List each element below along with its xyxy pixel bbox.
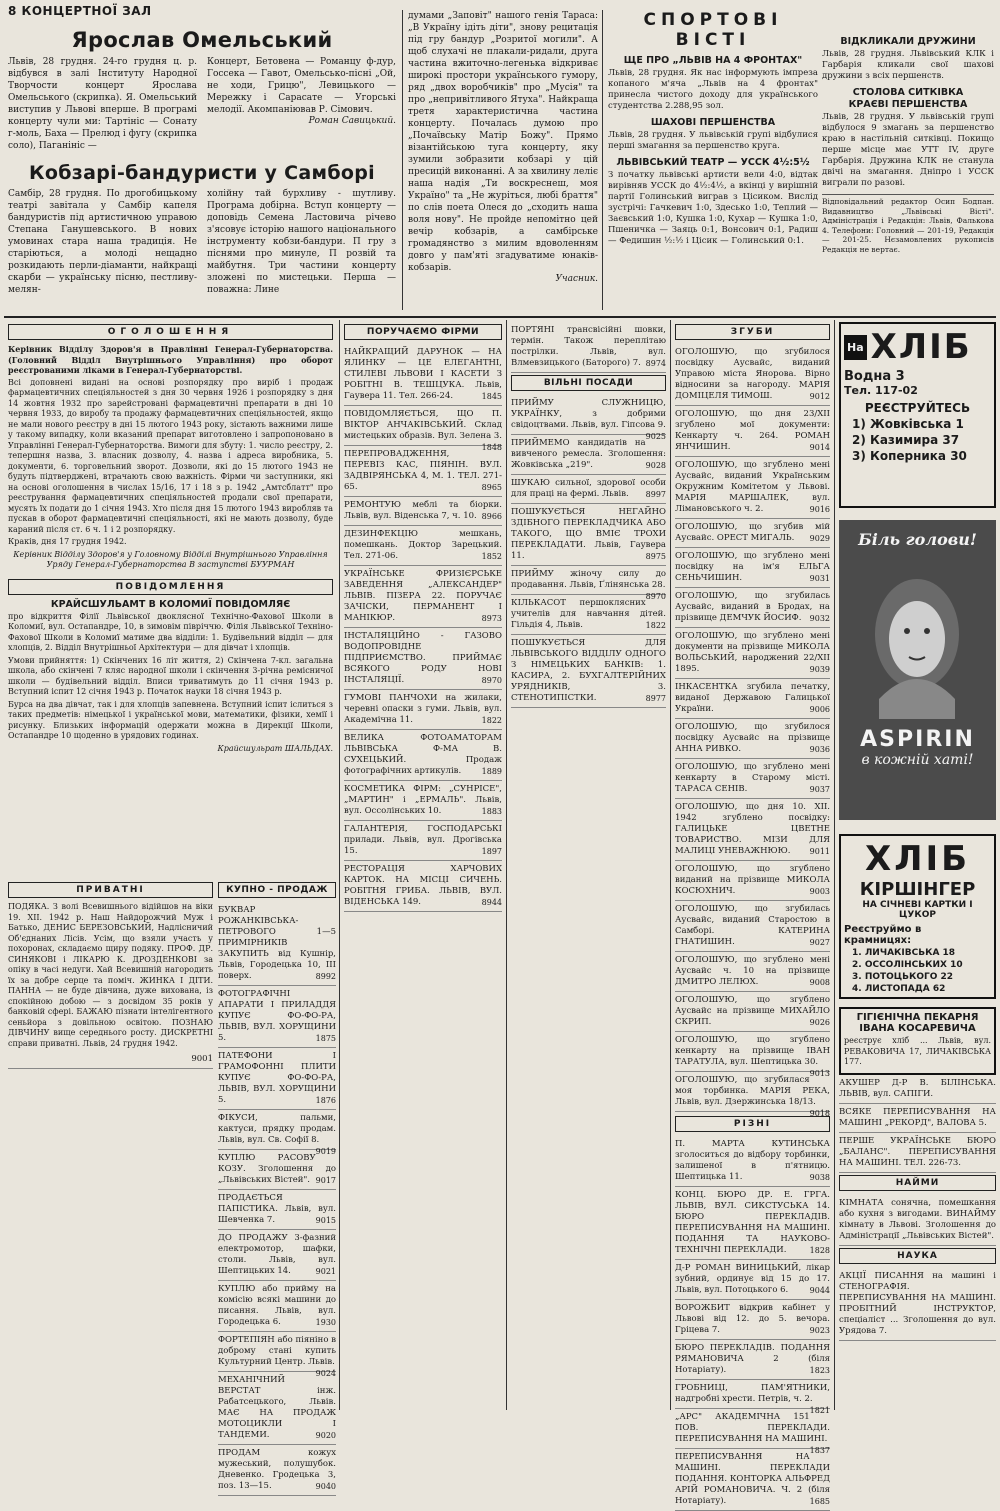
- loss-notice-number: 9012: [809, 392, 830, 401]
- buy-sell-ad: [218, 986, 336, 1048]
- misc-ad-text: ГРОБНИЦІ, ПАМ'ЯТНИКИ, надгробні хрести. Петрів, ч. 2.: [675, 1383, 830, 1404]
- loss-notice-number: 9027: [809, 938, 830, 947]
- firm-ad: [344, 497, 502, 526]
- buy-sell-ad-text: ФОРТЕПІЯН або піяніно в доброму стані купить Культурний Центр. Львів.: [218, 1335, 336, 1367]
- khlib-phone: Тел. 117-02: [844, 384, 918, 397]
- firm-ad-number: 1883: [481, 807, 502, 816]
- bliuro-ad: ПЕРШЕ УКРАЇНСЬКЕ БЮРО „БАЛАНС". ПЕРЕПИСУВАННЯ НА МАШИНІ. ТЕЛ. 226-73.: [839, 1133, 996, 1173]
- buy-sell-ad-text: ПАТЕФОНИ І ГРАМОФОННІ ПЛИТИ КУПУЄ ФО-ФО-РА, ЛЬВІВ, ВУЛ. ХОРУЩИНИ 5.: [218, 1051, 336, 1105]
- nauka-text: АКЦІЇ ПИСАННЯ на машині і СТЕНОГРАФІЯ. ПЕРЕПИСУВАННЯ НА МАШИНІ. ПРОБІТНИЙ ІНСТРУКТОР, спеціаліст ... Зголошення до вул. Урядова 7.: [839, 1268, 996, 1341]
- firm-ad: [344, 690, 502, 730]
- column-vacancies: [511, 322, 666, 1407]
- povidomlennia-p3: Бурса на два дівчат, так і для хлопців запевнена. Вступний іспит іслиться з таких предметів: німецької і української мови, математики, фізики, хемії і рисунку. Близьких інформацій одержати можна в Дирекції Школи, Остапандре 10 щоденно в урядових годинах.: [8, 699, 333, 740]
- buy-sell-ad-number: 9017: [315, 1176, 336, 1185]
- woman-portrait-illustration: [839, 549, 996, 719]
- ogoloshennia-lead: Керівник Відділу Здоров'я в Правлінні Генерал-Губернаторства. (Головний Відділ Внутрішнього Управління) про оборот реєстрованими ліками в Генерал-Губернаторстві.: [8, 344, 333, 375]
- loss-notice-number: 9029: [809, 534, 830, 543]
- kirsh-3: 3. ПОТОЦЬКОГО 22: [852, 972, 954, 982]
- povidomlennia-header: ПОВІДОМЛЕННЯ: [8, 579, 333, 595]
- aspirin-headline: Біль голови!: [858, 530, 977, 549]
- ogoloshennia-sign: Керівник Відділу Здоров'я у Головному Відділі Внутрішнього Управління Уряду Генерал-Губернаторства В заступстві БУУРМАН: [13, 549, 328, 569]
- misc-ad: [675, 1409, 830, 1455]
- sport-column-2: [822, 36, 994, 310]
- loss-notice-number: 9006: [809, 705, 830, 714]
- loss-notice-number: 9013: [809, 1069, 830, 1078]
- firm-ad-text: ІНСТАЛЯЦІЙНО - ГАЗОВО ВОДОПРОВІДНЕ ПІДПРИЄМСТВО. ПРИЙМАЄ ВСЯКОГО РОДУ НОВІ ІНСТАЛЯЦІЇ.: [344, 631, 502, 685]
- buy-sell-ad-number: 9024: [315, 1369, 336, 1378]
- misc-ad-text: БЮРО ПЕРЕКЛАДІВ. ПОДАННЯ РЯМАНОВИЧА 2 (біля Нотаріату).: [675, 1343, 830, 1375]
- page-header: 8 КОНЦЕРТНОЇ ЗАЛ: [8, 4, 152, 18]
- vacancy-ad-number: 1822: [645, 621, 666, 630]
- vacancy-ad: [511, 435, 666, 475]
- buy-sell-ad: [218, 1332, 336, 1378]
- misc-ad: [675, 1136, 830, 1187]
- loss-notice: [675, 719, 830, 759]
- sport-p2: Львів, 28 грудня. У львівській групі відбулися перші змагання за першенство круга.: [608, 130, 818, 151]
- vacancy-ad: [511, 475, 666, 504]
- buy-sell-ad: [218, 1110, 336, 1156]
- firm-ad-text: РЕМОНТУЮ меблі та біорки. Львів, вул. Віденська 7, ч. 10.: [344, 500, 502, 521]
- loss-notice-number: 9031: [809, 574, 830, 583]
- firm-ad-text: ГУМОВІ ПАНЧОХИ на жилаки, черевні опаски з гуми. Львів, вул. Академічна 11.: [344, 693, 502, 725]
- firm-ad-number: 1889: [481, 767, 502, 776]
- loss-notice-number: 9011: [809, 847, 830, 856]
- column-buy-sell: [218, 880, 336, 1491]
- kobzari-p3: думами „Заповіт" нашого генія Тараса: „В Україну ідіть діти", знову рецитація під гру бандур „Розритої могили". А щоб слухачі не плакали-ридали, друга частина вжиточно-легенька відкриває широкі простори українського гумору, ряд „двох воробчиків" про „Мусія" та про „непривітливого Ятуха". Найкраща третя характеристична частина концерту. Почалась думою про „Почаївську Матір Божу". Прямо візантійською туга концерту, яку зумили зобразити кобзарі у цій пресицій виконанні. А за хвилину леліє наша надія „Ти воскреснеш, моя Україно" та „Не журіться, любі браття" по слів поета Олеся до „сходить наша воля нову". Не пройде непомітно цей вечір кобзарів, а самбірське громадянство з милим вдоволенням довго у пам'яті згадуватиме юнаків-кобзарів.: [408, 11, 598, 273]
- vacancy-ad-number: 8975: [645, 552, 666, 561]
- khlib-ad: [839, 322, 996, 508]
- vacancy-ad: [511, 504, 666, 566]
- loss-notice: [675, 992, 830, 1032]
- loss-notice-text: ОГОЛОШУЮ, що згублено мені кенкарту в Старому місті. ТАРАСА СЕНІВ.: [675, 762, 830, 794]
- loss-notice-text: ОГОЛОШУЮ, що згубилася моя торбинка. МАРІЯ РЕКА, Львів, вул. Дзержинська 18/13.: [675, 1075, 830, 1107]
- misc-ad-text: „АРС" АКАДЕМІЧНА 151 ПОВ. ПЕРЕКЛАДИ. ПЕРЕПИСУВАННЯ НА МАШИНІ.: [675, 1412, 830, 1444]
- loss-notice: [675, 628, 830, 679]
- sport-h5: СТОЛОВА СИТКІВКА: [852, 87, 964, 98]
- sport-h2: ШАХОВІ ПЕРШЕНСТВА: [650, 117, 776, 128]
- loss-notice: [675, 901, 830, 952]
- pryvatni-text: ПОДЯКА. З волі Всевишнього відійшов на віки 19. XII. 1942 р. Наш Найдорожчий Муж і Батько, ДЕНИС БЕРЕЗОВСЬКИЙ, Надлісничий Об'єднаних Лісів. Усім, що взяли участь у похоронах, складаємо щиру подяку. ПРОФ. ДР. СИНЯКОВІ і ЛІКАРЮ К. ДРОЗДЕНКОВІ за опіку в часі недуги. Хай Всевишній нагородить їх за добре серце та поміч. ЖИНКА І ДІТИ. ПАННА — не буде дівчина, дуже вихована, із спокійною добою — з досвідом 35 років у банковій сфері. БАЖАЮ пізнати інтелігентного сеньйора з довільною освітою. ПОЗНАЮ ДІВЧИНУ вище середнього росту. ДИСКРЕТНІ справи приватні. Львів, 24 грудня 1942.: [8, 902, 213, 1048]
- arts-column: [8, 28, 396, 318]
- buy-sell-ad: [218, 1445, 336, 1496]
- pryvatni-num: 9001: [191, 1054, 213, 1064]
- buy-sell-ad-text: ПРОДАЄТЬСЯ ПАПІСТИКА. Львів, вул. Шевченка 7.: [218, 1193, 336, 1225]
- reiestr-title: РЕЄСТРУЙТЕСЬ: [864, 401, 971, 415]
- column-private: [8, 880, 213, 1408]
- loss-notice: [675, 457, 830, 519]
- loss-notice: [675, 861, 830, 901]
- misc-ad: [675, 1380, 830, 1415]
- aspirin-brand: ASPIRIN: [860, 727, 975, 752]
- firm-ad-text: ГАЛАНТЕРІЯ, ГОСПОДАРСЬКІ прилади. Львів, вул. Дрогівська 15.: [344, 824, 502, 856]
- khlib2-title: ХЛІБ: [864, 839, 971, 879]
- buy-sell-ad-number: 1876: [315, 1096, 336, 1105]
- buy-sell-ad-text: КУПЛЮ РАСОВУ КОЗУ. Зголошення до „Львівських Вістей".: [218, 1153, 336, 1185]
- vacancy-ad-text: ПОШУКУЄТЬСЯ ДЛЯ ЛЬВІВСЬКОГО ВІДДІЛУ ОДНОГО З НІМЕЦЬКИХ БАНКІВ: 1. КАСИРА, 2. БУХГАЛТЕРІЙНИХ УРЯДНИКІВ, 3. СТЕНОТИПІСТКИ.: [511, 638, 666, 703]
- buy-sell-ad-number: 9020: [315, 1431, 336, 1440]
- loss-notice-number: 9032: [809, 614, 830, 623]
- firm-ad-text: КОСМЕТИКА ФІРМ: „СУНРІСЕ", „МАРТИН" і „ЕРМАЛЬ". Львів, вул. Оссолінських 10.: [344, 784, 502, 816]
- reiestr-1: 1) Жовківська 1: [852, 417, 964, 431]
- poruchaiemo-header: ПОРУЧАЄМО ФІРМИ: [344, 324, 502, 340]
- misc-ad-text: ВОРОЖБИТ відкрив кабінет у Львові від 12. до 5. вечора. Гріцева 7.: [675, 1303, 830, 1335]
- firm-ad-text: ПОВІДОМЛЯЄТЬСЯ, ЩО П. ВІКТОР АНЧАКІВСЬКИЙ. Склад мистецьких образів. Вул. Зелена 3.: [344, 409, 502, 441]
- pekarnia-text: реєструє хліб ... Львів, вул. РЕВАКОВИЧА 17, ЛИЧАКІВСЬКА 177.: [844, 1036, 991, 1066]
- kirshinger-ad: [839, 834, 996, 999]
- buy-sell-ad-number: 1875: [315, 1034, 336, 1043]
- loss-notice-number: 9039: [809, 665, 830, 674]
- portiani-ad: ПОРТЯНІ трансвісійні шовки, термін. Також переплітаю пострілки. Львів, вул. Влмевзицького (Баторого) 7. 8974: [511, 322, 666, 373]
- loss-notice-text: ОГОЛОШУЮ, що згублено мені посвідку на ім'я ЕЛЬГА СЕНЬЧИШИН.: [675, 551, 830, 583]
- misc-ad: [675, 1340, 830, 1380]
- buy-sell-ad: [218, 1190, 336, 1230]
- loss-notice: [675, 548, 830, 588]
- sport-p5: Львів, 28 грудня. У львівській групі відбулося 9 змагань за першенство краю в настільній ситківці. Покищо перше місце має УТТ IV, друге Гарбарія. Дружина КЛК не станула двічі на змагання. Дніпро і УССК виграли по разові.: [822, 112, 994, 188]
- loss-notice-number: 9036: [809, 745, 830, 754]
- firm-ad-number: 8973: [481, 614, 502, 623]
- firm-ad-text: НАЙКРАЩИЙ ДАРУНОК — НА ЯЛИНКУ — ЦЕ ЕЛЕГАНТНІ, СТИЛЕВІ ЛЬВОВИ І КАСЕТИ З РОБІТНІ В. ТЕШЦУКА. Львів, Гаувера 11. Тел. 266-24.: [344, 347, 502, 401]
- firm-ad: [344, 861, 502, 912]
- loss-notice: [675, 344, 830, 406]
- rizni-header: РІЗНІ: [675, 1116, 830, 1132]
- pekarnia-ad: [839, 1007, 996, 1075]
- misc-ad-number: 1685: [809, 1497, 830, 1506]
- kobzari-p2: холійну тай бурхливу - шутливу. Програма добірна. Вступ концерту — доповідь Семена Ластовича річево з'ясовує історію нашого національного інструменту кобзи-бандури. П гру з піснями про минуле, П розвій та майбутня. Три частини концерту зложені по мистецьки. Перша — поважна: Лине: [207, 189, 396, 295]
- loss-notice: [675, 759, 830, 799]
- loss-notice-text: ОГОЛОШУЮ, що згублено мені документи на прізвище МИКОЛА ВОЛЬСЬКИЙ, народжений 22/XII 1895.: [675, 631, 830, 674]
- vacancy-ad-number: 8977: [645, 694, 666, 703]
- povidomlennia-h1: КРАЙСШУЛЬАМТ В КОЛОМИЇ ПОВІДОМЛЯЄ: [50, 598, 291, 610]
- firm-ad: [344, 730, 502, 781]
- loss-notice-text: ОГОЛОШУЮ, що згубилась Аусвайс, виданий в Бродах, на прізвище ДЕМЧУК ЙОСИФ.: [675, 591, 830, 623]
- firm-ad: [344, 406, 502, 452]
- povidomlennia-sign: Крайсшульрат ШАЛЬДАХ.: [217, 743, 333, 753]
- firm-ad-number: 8944: [481, 898, 502, 907]
- loss-notice: [675, 1072, 830, 1118]
- loss-notice-number: 9026: [809, 1018, 830, 1027]
- firm-ad-text: ДЕЗИНФЕКЦІЮ мешкань, помешкань. Доктор Зарецький. Тел. 271-06.: [344, 529, 502, 561]
- sport-h4: ВІДКЛИКАЛИ ДРУЖИНИ: [840, 36, 976, 47]
- buy-sell-ad: [218, 1372, 336, 1445]
- kirsh-2: 2. ОССОЛІНСЬКИХ 10: [852, 960, 963, 970]
- loss-notice-text: ОГОЛОШУЮ, що дня 23/XII згублено мої документи: Кенкарту ч. 264. РОМАН ЯНЧИШИН.: [675, 409, 830, 452]
- firm-ad-text: РЕСТОРАЦІЯ ХАРЧОВИХ КАРТОК. НА МІСЦІ СИЧЕНЬ. РОБІТНЯ ГРИБА. ЛЬВІВ, ВУЛ. ВІДЕНСЬКА 149.: [344, 864, 502, 907]
- povidomlennia-p1: про відкриття Філії Львівської двоклясної Технічно-Фахової Школи в Коломиї, вул. Остапандре, 10, в зимовім півріччю. Філія Львівської Техніно-Фахової Школи в Коломиї матиме два відділи: 1. Будівельний відділ — для хлопців, 2. Відділ Внутрішньої Архітектури — для дівчат і хлопців.: [8, 611, 333, 652]
- omelskyi-p1: Львів, 28 грудня. 24-го грудня ц. р. відбувся в залі Інституту Народної Творчости концерт Ярослава Омельського (скрипка). Я. Омельський виступив у Львові вперше. В програмі концерту чули ми: Тартініс — Сонату г-моль, Баха — Прелюд і фугу (скрипка соло), Паганініс —: [8, 57, 197, 151]
- rekord-ad: ВСЯКЕ ПЕРЕПИСУВАННЯ НА МАШИНІ „РЕКОРД", ВАЛОВА 5.: [839, 1104, 996, 1133]
- loss-notice-text: ОГОЛОШУЮ, що згубив мій Аусвайс. ОРЕСТ МИГАЛЬ.: [675, 522, 830, 543]
- misc-ad-text: П. МАРТА КУТИНСЬКА зголоситься до відбору торбинки, залишеної в п'ятницю. Шептицька 11.: [675, 1139, 830, 1182]
- buy-sell-ad-number: 9015: [315, 1216, 336, 1225]
- vacancy-ad-text: ПРИЙМУ жіночу силу до продавання. Львів, Ґлінянська 28.: [511, 569, 666, 590]
- akusher-ad: АКУШЕР Д-Р В. БІЛІНСЬКА. ЛЬВІВ, вул. САПІГИ.: [839, 1075, 996, 1104]
- omelskyi-signature: Роман Савицький.: [308, 116, 396, 126]
- khlib-prefix: На: [844, 335, 867, 360]
- pryvatni-header: ПРИВАТНІ: [8, 882, 213, 898]
- zguby-header: ЗГУБИ: [675, 324, 830, 340]
- misc-ad: [675, 1300, 830, 1340]
- khlib-address: Водна 3: [844, 369, 905, 384]
- sport-h3: ЛЬВІВСЬКИЙ ТЕАТР — УССК 4½:5½: [616, 157, 810, 168]
- loss-notice-text: ОГОЛОШУЮ, що згубилась Аусвайс, виданий Старостою в Самборі. КАТЕРИНА ГНАТИШИН.: [675, 904, 830, 947]
- sport-title: СПОРТОВІ ВІСТІ: [643, 10, 783, 50]
- buy-sell-ad-text: ПРОДАМ кожух мужеський, полушубок. Дневенко. Гродецька 3, поз. 13—15.: [218, 1448, 336, 1491]
- ogoloshennia-place: Краків, дня 17 грудня 1942.: [8, 537, 127, 546]
- buy-sell-ad-text: КУПЛЮ або прийму на комісію всякі машини до писання. Львів, вул. Городецька 6.: [218, 1284, 336, 1327]
- firm-ad: [344, 526, 502, 566]
- misc-ad: [675, 1449, 830, 1511]
- imprint: Відповідальний редактор Осип Бодпан. Видавництво „Львівські Вісті". Адміністрація і Редакція: Львів, Фалькова 4. Телефони: Головний — 201-19, Редакція — 201-25. Нєзамовлених рукописів Редакція не вертає.: [822, 194, 994, 254]
- vacancy-ad-text: ПРИЙМУ СЛУЖНИЦЮ, УКРАЇНКУ, з добрими свідоцтвами. Львів, вул. Гіпсова 9.: [511, 398, 666, 430]
- povidomlennia-p2: Умови прийняття: 1) Скінчених 16 літ життя, 2) Скінчена 7-кл. загальна школа, або скінчені 7 кляс народної школи і скінчення 3-річна ремісничої школи — будівельний відділ. Вписи триватимуть до 11 січня 1943 р. Вступний іспит 12 січня 1943 р. Початок науки 18 січня 1943 р.: [8, 655, 333, 696]
- firm-ad-number: 1852: [481, 552, 502, 561]
- loss-notice-number: 9014: [809, 443, 830, 452]
- buy-sell-ad-number: 9019: [315, 1147, 336, 1156]
- buy-sell-ad-number: 1930: [315, 1318, 336, 1327]
- buy-sell-ad-number: 9021: [315, 1267, 336, 1276]
- firm-ad-number: 8966: [481, 512, 502, 521]
- column-losses: [675, 322, 831, 1506]
- loss-notice-number: 9003: [809, 887, 830, 896]
- vacancy-ad-number: 9025: [645, 432, 666, 441]
- kirshinger-reg: Реєструймо в крамницях:: [844, 924, 922, 946]
- nauka-header: НАУКА: [839, 1248, 996, 1264]
- kirsh-1: 1. ЛИЧАКІВСЬКА 18: [852, 948, 956, 958]
- misc-ad-number: 1837: [809, 1446, 830, 1455]
- misc-ad-text: КОНЦ. БЮРО ДР. Е. ГРГА. ЛЬВІВ, ВУЛ. СИКСТУСЬКА 14. БЮРО ПЕРЕКЛАДІВ. ПЕРЕПИСУВАННЯ НА МАШИНІ. ПОДАННЯ ТА НАУКОВО-ТЕХНІЧНІ ПЕРЕКЛАДИ.: [675, 1190, 830, 1255]
- kirshinger-sub: НА СІЧНЕВІ КАРТКИ І ЦУКОР: [862, 900, 973, 920]
- loss-notice-text: ОГОЛОШУЮ, що згубилося посвідку Аусвайс на прізвище АННА РИВКО.: [675, 722, 830, 754]
- buy-sell-ad-number: 8992: [315, 972, 336, 981]
- vacancy-ad-number: 8970: [645, 592, 666, 601]
- firm-ad: [344, 446, 502, 497]
- buy-sell-ad: [218, 1048, 336, 1110]
- naimy-text: КІМНАТА сонячна, помешкання або кухня з вигодами. ВИНАЙМУ кімнату в Львові. Зголошення до Адміністрації „Львівських Вістей".: [839, 1195, 996, 1246]
- omelskyi-title: Ярослав Омельський: [71, 28, 333, 52]
- misc-ad-text: ПЕРЕПИСУВАННЯ НА МАШИНІ. ПЕРЕКЛАДИ ПОДАННЯ. КОНТОРКА АЛЬФРЕД АРІЙ РОМАНОВИЧА. Ч. 2 (біля Нотаріату).: [675, 1452, 831, 1506]
- vacancy-ad-text: ШУКАЮ сильної, здорової особи для праці на фермі. Львів.: [511, 478, 666, 499]
- loss-notice-text: ОГОЛОШУЮ, що згублено виданий на прізвище МИКОЛА КОСЮХНИЧ.: [675, 864, 830, 896]
- vacancy-ad: [511, 635, 666, 708]
- loss-notice: [675, 519, 830, 548]
- loss-notice: [675, 1032, 830, 1078]
- aspirin-tagline: в кожній хаті!: [861, 752, 974, 768]
- loss-notice: [675, 952, 830, 992]
- misc-ad-number: 9023: [809, 1326, 830, 1335]
- buy-sell-ad-text: ФОТОГРАФІЧНІ АПАРАТИ І ПРИЛАДДЯ КУПУЄ ФО-ФО-РА, ЛЬВІВ, ВУЛ. ХОРУЩИНИ 5.: [218, 989, 336, 1043]
- firm-ad-number: 8965: [481, 483, 502, 492]
- misc-ad-text: Д-Р РОМАН ВИНИЦЬКИЙ, лікар зубний, ординує від 15 до 17. Львів, вул. Потоцького 6.: [675, 1263, 830, 1295]
- misc-ad-number: 1823: [809, 1366, 830, 1375]
- vacancy-ad-number: 9028: [645, 461, 666, 470]
- firm-ad-number: 1845: [481, 392, 502, 401]
- firm-ad-number: 8970: [481, 676, 502, 685]
- buy-sell-ad-text: БУКВАР РОЖАНКІВСЬКА-ПЕТРОВОГО 1—5 ПРИМІРНИКІВ ЗАКУПИТЬ від Кушнір, Львів, Городецька 10, ІІІ поверх.: [218, 905, 336, 981]
- firm-ad-number: 1822: [481, 716, 502, 725]
- vacancy-ad-text: ПРИЙМЕМО кандидатів на вивченого ремесла. Зголошення: Жовківська „219".: [511, 438, 666, 470]
- column-display-ads: [839, 322, 996, 1407]
- loss-notice: [675, 679, 830, 719]
- firm-ad: [344, 628, 502, 690]
- vilni-header: ВІЛЬНІ ПОСАДИ: [511, 375, 666, 391]
- vacancy-ad-text: КІЛЬКАСОТ першоклясних учителів для навчання дітей. Гільдія 4, Львів.: [511, 598, 666, 630]
- loss-notice-number: 9008: [809, 978, 830, 987]
- loss-notice-text: ОГОЛОШУЮ, що згублено Аусвайс на прізвище МИХАЙЛО СКРИП.: [675, 995, 830, 1027]
- loss-notice-text: ОГОЛОШУЮ, що згублено мені Аусвайс, виданий Українським Окружним Комітетом у Львові. МАРІЯ МАРШАЛЕК, вул. Лімановського ч. 2.: [675, 460, 830, 514]
- vacancy-ad: [511, 395, 666, 441]
- aspirin-ad: [839, 520, 996, 820]
- kobzari-p1: Самбір, 28 грудня. По дрогобицькому театрі завітала у Самбір капеля бандуристів під артистичною управою Степана Ганушевського. В нових умовинах стара наша традиція. Не старіються, а молоді нещадно розкидають перли-діаманти, найкращі скарби — українську пісню, пестливу-мелян-: [8, 189, 197, 295]
- misc-ad-number: 1828: [809, 1246, 830, 1255]
- vacancy-ad-number: 8997: [645, 490, 666, 499]
- loss-notice-text: ОГОЛОШУЮ, що дня 10. XII. 1942 згублено посвідку: ГАЛИЦЬКЕ ЦВЕТНЕ ТОВАРИСТВО. МІЗИ ДЛЯ МАЛИЦІ УНЕВАЖНЮЮ.: [675, 802, 830, 856]
- vacancy-ad: [511, 566, 666, 601]
- column-recommended-firms: [344, 322, 502, 1407]
- firm-ad: [344, 781, 502, 821]
- misc-ad: [675, 1187, 830, 1260]
- ogoloshennia-header: ОГОЛОШЕННЯ: [8, 324, 333, 340]
- loss-notice-text: ОГОЛОШУЮ, що згублено мені Аусвайс ч. 10 на прізвище ДМИТРО ЛЕЛЮХ.: [675, 955, 830, 987]
- kobzari-title: Кобзарі-бандуристи у Самборі: [29, 162, 375, 184]
- firm-ad-text: ВЕЛИКА ФОТОАМАТОРАМ ЛЬВІВСЬКА Ф-МА В. СУХЕЦЬКИЙ. Продаж фотографічних артикулів.: [344, 733, 502, 776]
- loss-notice: [675, 406, 830, 457]
- firm-ad-number: 1848: [481, 443, 502, 452]
- khlib-title: ХЛІБ: [870, 327, 972, 367]
- kupno-header: КУПНО - ПРОДАЖ: [218, 882, 336, 898]
- buy-sell-ad-text: ФІКУСИ, пальми, кактуси, прядку продам. Львів, вул. Св. Софії 8.: [218, 1113, 336, 1145]
- firm-ad-text: ПЕРЕПРОВАДЖЕННЯ, ПЕРЕВІЗ КАС, ПІЯНІН. ВУЛ. ЗАДВІРЯНСЬКА 4, М. 1. ТЕЛ. 271-65.: [344, 449, 502, 492]
- loss-notice-text: ОГОЛОШУЮ, що згублено кенкарту на прізвище ІВАН ТАРАТУЛА, вул. Шептицька 30.: [675, 1035, 830, 1067]
- sport-p3: З початку львівські артисти вели 4:0, відтак вирівняв УССК до 4½:4½, а вкінці у вирішній партії Голинський виграв з Цісиком. Вислід зустрічі: Гачкевич 1:0, Здесько 1:0, Теплий — Заєвський 1:0, Кушка 1:0, Кухар — Кушка 1:0, Пшеничка — Заяць 0:1, Вонсович 0:1, Радиш — Федишин ½:½ і Цісик — Голинський 0:1.: [608, 170, 818, 246]
- loss-notice-text: ІНКАСЕНТКА згубила печатку, виданої Державою Галицької України.: [675, 682, 830, 714]
- firm-ad: [344, 344, 502, 406]
- kirshinger-name: КІРШІНГЕР: [859, 879, 976, 900]
- misc-ad-number: 1821: [809, 1406, 830, 1415]
- loss-notice-number: 9037: [809, 785, 830, 794]
- loss-notice-text: ОГОЛОШУЮ, що згубилося посвідку Аусвайс, виданий Управою міста Янорова. Вірно відносини за нагороду. МАРІЯ ДОМІЦЕЛЯ ТИМОШ.: [675, 347, 830, 401]
- sport-p1: Львів, 28 грудня. Як нас інформують імпреза копаного м'яча „Львів на 4 фронтах" принесла чистого доходу для українського студентства 2.288,95 зол.: [608, 68, 818, 111]
- naimy-header: НАЙМИ: [839, 1175, 996, 1191]
- firm-ad-text: УКРАЇНСЬКЕ ФРИЗІЄРСЬКЕ ЗАВЕДЕННЯ „АЛЕКСАНДЕР" ЛЬВІВ. ПІЗЕРА 22. ПОРУЧАЄ ЗАЧІСКИ, ПЕРМАНЕНТ І МАНІКЮР.: [344, 569, 502, 623]
- buy-sell-ad-number: 9040: [315, 1482, 336, 1491]
- sport-h1: ЩЕ ПРО „ЛЬВІВ НА 4 ФРОНТАХ": [623, 55, 803, 66]
- ogoloshennia-body: Всі доповнені видані на основі розпорядку про виріб і продаж фармацевтичних спеціяльностей з дня 30 червня 1926 і розпорядку з дня 14 жовтня 1932 про зарейстровані фармацевтичні препарати в дні 10 червня 1933, до виробу та продажу фармацевтичних спеціяльностей, якщо не мали нового реєстру в дні 15 лютого 1943 року, зістають важними лише у такому випадку, коли вказаний препарат виготовлено і запропоновано в Управлінні Генерал-Губернаторства. Вимоги для збуту: 1. число реєстру, 2. тепершня назва, 3. власник дозволу, 4. назва і адреса виробника, 5. документи, 6. торговельний зворот. Дозволи, які до 15 лютого 1943 не будуть підтверджені, втрачають свою важність. Фірми чи заступники, які на основі оголошення в числах 15/16, 17 і 18 з р. 1942 „Амтсблатт" про реєстрування фармацевтичних спеціяльностей продали свої препарати, мусять їх подати до 1 січня 1943. Хто після дня 15 лютого 1943 виробляв та пускав в оборот фармацевтичні спеціяльності, які не мають дозволу, буде караний після ст. 6 ч. 1 і 2 розпорядку.: [8, 377, 333, 534]
- vacancy-ad: [511, 595, 666, 635]
- loss-notice-number: 9016: [809, 505, 830, 514]
- sport-column: [608, 10, 818, 310]
- omelskyi-p2: Концерт, Бетовена — Романцу ф-дур, Госсека — Гавот, Омельсько-пісні „Ой, не ходи, Грицю", Левицького — Мережку і Сарасате — Угорські мелодії. Акомпаніював Р. Сімович.: [207, 57, 396, 115]
- loss-notice: [675, 588, 830, 628]
- loss-notice: [675, 799, 830, 861]
- kobzari-continuation: [408, 10, 598, 310]
- buy-sell-ad: [218, 902, 336, 986]
- loss-notice-number: 9018: [809, 1109, 830, 1118]
- sport-p4: Львів, 28 грудня. Львівський КЛК і Гарбарія кликали свої шахові дружини з всіх першенств.: [822, 49, 994, 81]
- sport-h6: КРАЄВІ ПЕРШЕНСТВА: [848, 99, 968, 110]
- kirsh-4: 4. ЛИСТОПАДА 62: [852, 984, 946, 994]
- firm-ad-number: 1897: [481, 847, 502, 856]
- reiestr-2: 2) Казимира 37: [852, 433, 960, 447]
- buy-sell-ad-text: МЕХАНІЧНИЙ ВЕРСТАТ інж. Рабатсецького, Львів. МАЄ НА ПРОДАЖ МОТОЦИКЛИ І ТАНДЕМИ.: [218, 1375, 336, 1440]
- vacancy-ad-text: ПОШУКУЄТЬСЯ НЕГАЙНО ЗДІБНОГО ПЕРЕКЛАДЧИКА АБО ТАКОГО, ЩО ВМІЄ ТРОХИ ПЕРЕКЛАДАТИ. Львів, Гаувера 11.: [511, 507, 666, 561]
- firm-ad: [344, 821, 502, 861]
- buy-sell-ad: [218, 1281, 336, 1332]
- misc-ad-number: 9038: [809, 1173, 830, 1182]
- misc-ad-number: 9044: [809, 1286, 830, 1295]
- kobzari-signature: Учасник.: [555, 274, 598, 284]
- reiestr-3: 3) Коперника 30: [852, 449, 967, 463]
- buy-sell-ad: [218, 1230, 336, 1281]
- misc-ad: [675, 1260, 830, 1300]
- pekarnia-title: ГІГІЄНІЧНА ПЕКАРНЯ ІВАНА КОСАРЕВИЧА: [856, 1012, 979, 1034]
- buy-sell-ad-text: ДО ПРОДАЖУ 3-фазний електромотор, шафки, столи. Львів, вул. Шептицьких 14.: [218, 1233, 336, 1276]
- firm-ad: [344, 566, 502, 628]
